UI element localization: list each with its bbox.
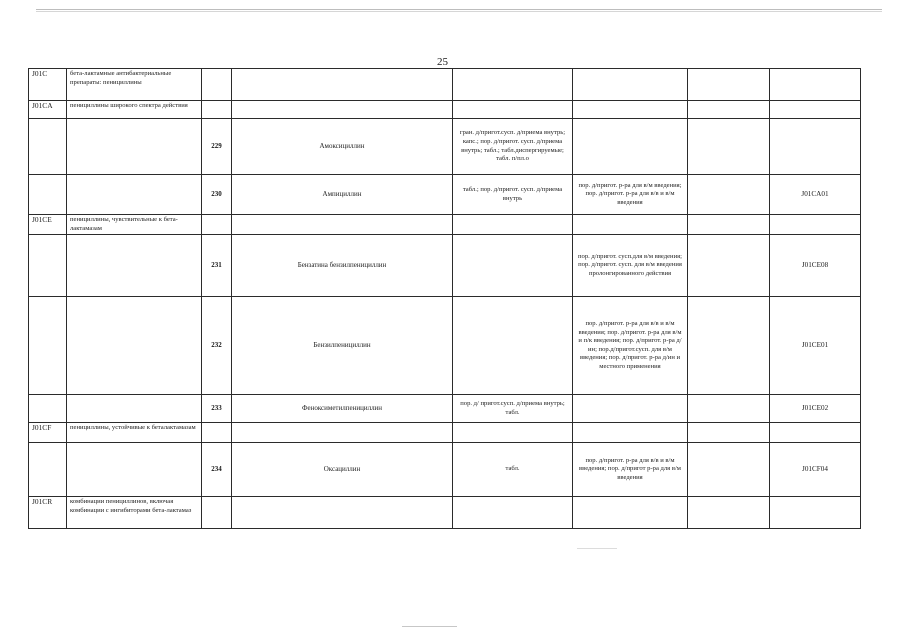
extra-column xyxy=(688,101,770,119)
dosage-form-injection xyxy=(573,215,688,235)
dosage-form-oral xyxy=(453,423,573,443)
dosage-form-oral xyxy=(453,101,573,119)
atc-group-code xyxy=(29,119,67,175)
atc-group-code: J01CR xyxy=(29,497,67,529)
extra-column xyxy=(688,235,770,297)
drug-name: Бензатина бензилпенициллин xyxy=(232,235,453,297)
dosage-form-injection: пор. д/пригот. р-ра для в/в и в/м введения; пор. д/пригот р-ра для в/м введения xyxy=(573,443,688,497)
atc-code xyxy=(770,69,861,101)
drug-name: Оксациллин xyxy=(232,443,453,497)
atc-group-code: J01CA xyxy=(29,101,67,119)
group-name: комбинации пенициллинов, включая комбинации с ингибиторами бета-лактамаз xyxy=(67,497,202,529)
row-number: 232 xyxy=(202,297,232,395)
row-number: 229 xyxy=(202,119,232,175)
atc-group-code xyxy=(29,235,67,297)
atc-code: J01CA01 xyxy=(770,175,861,215)
atc-group-code: J01CF xyxy=(29,423,67,443)
extra-column xyxy=(688,423,770,443)
drug-name xyxy=(232,497,453,529)
page-top-rule-2 xyxy=(36,11,882,12)
row-number: 233 xyxy=(202,395,232,423)
drug-name xyxy=(232,101,453,119)
page-top-rule xyxy=(36,9,882,10)
drug-name xyxy=(232,215,453,235)
atc-code xyxy=(770,423,861,443)
table-row xyxy=(29,297,861,395)
group-name: пенициллины, чувствительные к бета-лактамазам xyxy=(67,215,202,235)
row-number xyxy=(202,215,232,235)
row-number xyxy=(202,69,232,101)
drug-name: Амоксициллин xyxy=(232,119,453,175)
table-row xyxy=(29,101,861,119)
atc-code: J01CF04 xyxy=(770,443,861,497)
extra-column xyxy=(688,497,770,529)
dosage-form-injection xyxy=(573,101,688,119)
table-row xyxy=(29,443,861,497)
group-name xyxy=(67,395,202,423)
extra-column xyxy=(688,69,770,101)
row-number xyxy=(202,101,232,119)
dosage-form-oral xyxy=(453,215,573,235)
atc-code: J01CE08 xyxy=(770,235,861,297)
dosage-form-oral xyxy=(453,497,573,529)
drug-name xyxy=(232,423,453,443)
table-row xyxy=(29,175,861,215)
atc-code xyxy=(770,215,861,235)
dosage-form-injection xyxy=(573,497,688,529)
drug-name: Ампициллин xyxy=(232,175,453,215)
atc-group-code: J01CE xyxy=(29,215,67,235)
atc-code xyxy=(770,119,861,175)
drug-name xyxy=(232,69,453,101)
drug-name: Бензилпенициллин xyxy=(232,297,453,395)
atc-code xyxy=(770,101,861,119)
dosage-form-injection xyxy=(573,119,688,175)
extra-column xyxy=(688,395,770,423)
dosage-form-oral xyxy=(453,235,573,297)
dosage-form-oral: табл. xyxy=(453,443,573,497)
group-name: пенициллины широкого спектра действия xyxy=(67,101,202,119)
scan-mark xyxy=(577,548,617,549)
group-name: пенициллины, устойчивые к беталактамазам xyxy=(67,423,202,443)
row-number xyxy=(202,497,232,529)
extra-column xyxy=(688,215,770,235)
table-row xyxy=(29,119,861,175)
drug-name: Феноксиметилпенициллин xyxy=(232,395,453,423)
atc-group-code xyxy=(29,443,67,497)
drug-table xyxy=(28,68,861,529)
dosage-form-oral: табл.; пор. д/пригот. сусп. д/приема внутрь xyxy=(453,175,573,215)
extra-column xyxy=(688,297,770,395)
dosage-form-oral: пор. д/ пригот.сусп. д/приема внутрь; табл. xyxy=(453,395,573,423)
dosage-form-oral xyxy=(453,69,573,101)
extra-column xyxy=(688,119,770,175)
atc-code: J01CE02 xyxy=(770,395,861,423)
dosage-form-oral: гран. д/пригот.сусп. д/приема внутрь; капс.; пор. д/пригот. сусп. д/приема внутрь; табл.; табл.диспергируемые; табл. п/пл.о xyxy=(453,119,573,175)
dosage-form-injection: пор. д/пригот. р-ра для в/в и в/м введения; пор. д/пригот. р-ра для в/м и п/к введения; пор. д/пригот. р-ра д/ин; пор.д/пригот.сусп. для в/м введения; пор. д/пригот. р-ра д/ин и местного применения xyxy=(573,297,688,395)
group-name xyxy=(67,443,202,497)
dosage-form-injection: пор. д/пригот. р-ра для в/м введения; пор. д/пригот. р-ра для в/в и в/м введения xyxy=(573,175,688,215)
atc-group-code: J01C xyxy=(29,69,67,101)
table-row xyxy=(29,69,861,101)
atc-group-code xyxy=(29,175,67,215)
dosage-form-injection xyxy=(573,395,688,423)
dosage-form-injection xyxy=(573,69,688,101)
extra-column xyxy=(688,175,770,215)
row-number: 234 xyxy=(202,443,232,497)
page-number: 25 xyxy=(437,56,448,68)
group-name xyxy=(67,175,202,215)
table-row xyxy=(29,497,861,529)
dosage-form-injection: пор. д/пригот. сусп.для в/м введения; пор. д/пригот. сусп. для в/м введения пролонгированного действия xyxy=(573,235,688,297)
group-name: бета-лактамные антибактериальные препараты: пенициллины xyxy=(67,69,202,101)
table-row xyxy=(29,235,861,297)
dosage-form-injection xyxy=(573,423,688,443)
row-number xyxy=(202,423,232,443)
atc-group-code xyxy=(29,395,67,423)
extra-column xyxy=(688,443,770,497)
group-name xyxy=(67,297,202,395)
dosage-form-oral xyxy=(453,297,573,395)
scan-mark xyxy=(402,626,457,627)
atc-code: J01CE01 xyxy=(770,297,861,395)
group-name xyxy=(67,119,202,175)
row-number: 230 xyxy=(202,175,232,215)
table-row xyxy=(29,423,861,443)
atc-code xyxy=(770,497,861,529)
table-row xyxy=(29,395,861,423)
group-name xyxy=(67,235,202,297)
atc-group-code xyxy=(29,297,67,395)
table-row xyxy=(29,215,861,235)
row-number: 231 xyxy=(202,235,232,297)
